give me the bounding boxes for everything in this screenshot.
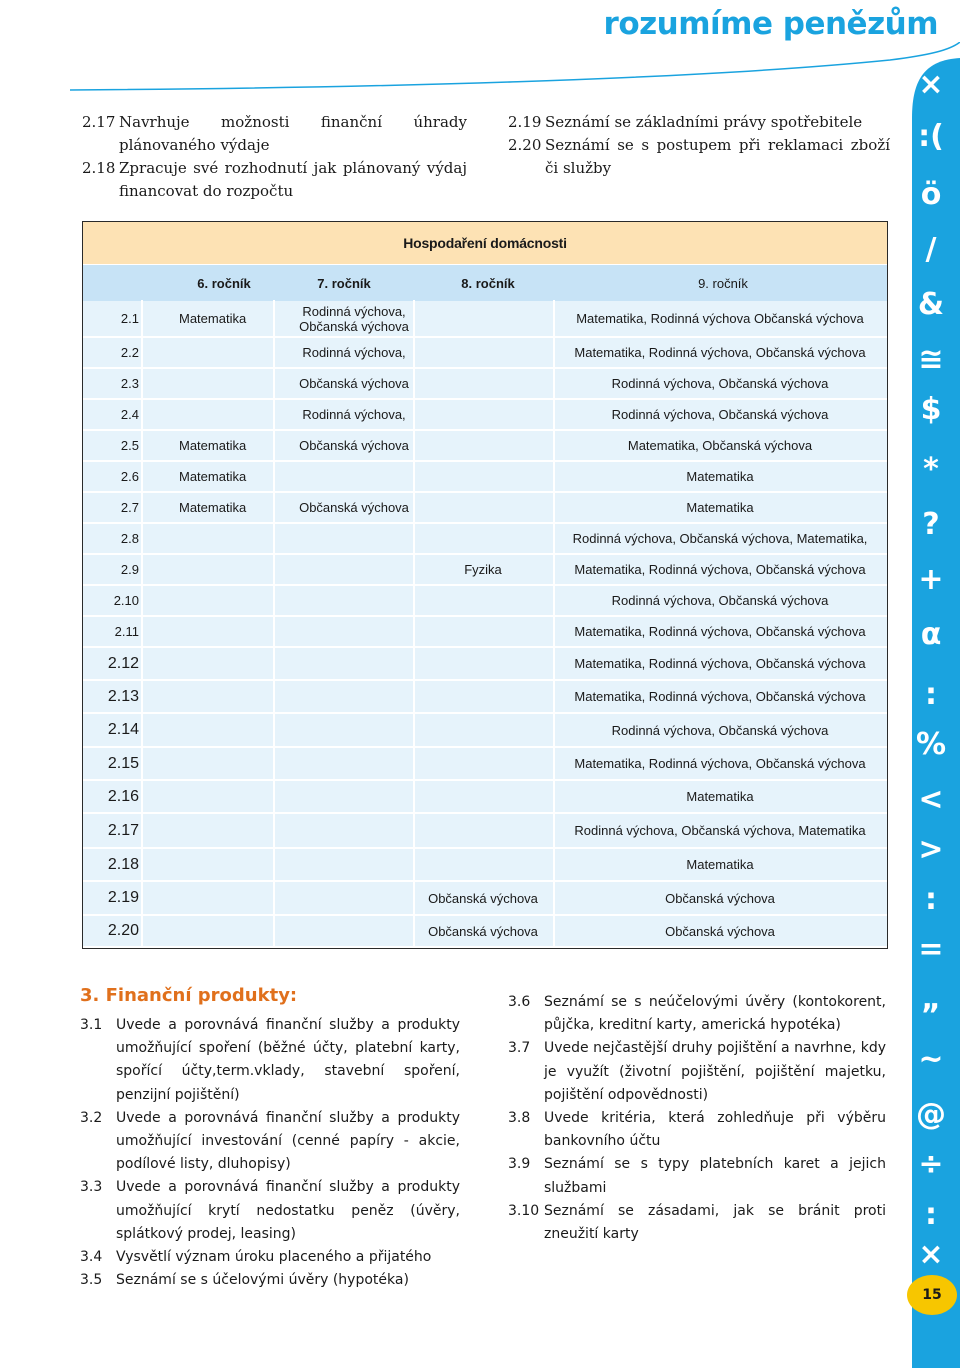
- strip-symbol: >: [918, 832, 944, 867]
- cell-grade-9: Matematika: [686, 469, 754, 484]
- row-number: 2.16: [107, 787, 139, 805]
- cell-grade-9: Rodinná výchova, Občanská výchova, Matematika: [574, 823, 866, 838]
- cell-grade-9: Matematika: [686, 500, 754, 515]
- cell-grade-9: Matematika, Rodinná výchova, Občanská výchova: [574, 689, 866, 704]
- strip-symbol: =: [918, 932, 944, 967]
- column-divider: [413, 300, 415, 948]
- list-item: [508, 1037, 886, 1107]
- cell-grade-8: Občanská výchova: [428, 923, 538, 939]
- list-item: [80, 1269, 460, 1292]
- list-item-text: Uvede a porovnává finanční služby a produkty umožňující investování (cenné papíry - akcie, podílové listy, dluhopisy): [116, 1109, 460, 1173]
- list-item-text: Uvede a porovnává finanční služby a produkty umožňující krytí nedostatku peněz (úvěry, splátkový prodej, leasing): [116, 1179, 460, 1242]
- cell-grade-9: Občanská výchova: [665, 923, 775, 939]
- cell-grade-9: Matematika, Občanská výchova: [627, 438, 813, 453]
- cell-grade-8: [403, 681, 563, 712]
- cell-grade-8: [403, 781, 563, 812]
- cell-grade-8: Fyzika: [464, 562, 502, 577]
- page-number: 15: [907, 1275, 957, 1315]
- cell-grade-8: [403, 369, 563, 398]
- strip-symbol: ×: [918, 67, 944, 102]
- list-item-text: Uvede kritéria, která zohledňuje při výběru bankovního účtu: [544, 1110, 886, 1150]
- column-divider: [141, 300, 143, 948]
- list-item: [508, 991, 886, 1037]
- list-item: [508, 111, 890, 134]
- table-row: [83, 524, 887, 555]
- cell-grade-7: Občanská výchova: [299, 376, 409, 391]
- row-number: 2.8: [120, 531, 139, 546]
- list-item-number: 3.3: [80, 1179, 103, 1196]
- list-item-text: Uvede a porovnává finanční služby a produkty umožňující spoření (běžné účty, platební karty, spořící účty,term.vklady, stavební spoření, penzijní pojištění): [116, 1017, 460, 1103]
- strip-symbol: :(: [918, 119, 944, 154]
- cell-grade-9: Rodinná výchova, Občanská výchova: [611, 593, 829, 608]
- list-item: [508, 1153, 886, 1199]
- cell-grade-9: Matematika: [686, 789, 754, 804]
- list-item: [80, 1014, 460, 1107]
- cell-grade-9: Matematika, Rodinná výchova, Občanská výchova: [574, 656, 866, 671]
- cell-grade-6: Matematika: [179, 469, 247, 484]
- strip-symbol: <: [918, 782, 944, 817]
- table-row: [83, 916, 887, 948]
- list-item: [508, 134, 890, 180]
- list-item-number: 3.7: [508, 1040, 531, 1057]
- list-item-text: Uvede nejčastější druhy pojištění a navrhne, kdy je využít (životní pojištění, pojištění majetku, pojištění odpovědnosti): [544, 1040, 886, 1103]
- strip-symbol: %: [915, 727, 947, 762]
- list-item-number: 2.17: [82, 113, 116, 131]
- row-number: 2.2: [120, 345, 139, 360]
- table-row: [83, 586, 887, 617]
- cell-grade-9: Rodinná výchova, Občanská výchova, Matematika,: [572, 531, 868, 546]
- strip-symbol: :: [925, 677, 937, 712]
- cell-grade-8: [403, 714, 563, 746]
- list-item-text: Seznámí se s postupem při reklamaci zboží či služby: [545, 136, 890, 177]
- table-row: [83, 617, 887, 648]
- table-row: [83, 462, 887, 493]
- strip-symbol: &: [917, 287, 945, 322]
- strip-symbol: @: [916, 1097, 946, 1132]
- table-row: [83, 781, 887, 814]
- strip-symbol: α: [920, 617, 942, 652]
- row-number: 2.15: [107, 754, 139, 772]
- list-item: [82, 157, 467, 203]
- strip-symbol: +: [918, 562, 944, 597]
- list-item-text: Zpracuje své rozhodnutí jak plánovaný výdaj financovat do rozpočtu: [119, 159, 467, 200]
- cell-grade-8: [403, 849, 563, 880]
- list-item-number: 3.8: [508, 1110, 531, 1127]
- cell-grade-6: Matematika: [179, 438, 247, 453]
- row-number: 2.20: [107, 922, 139, 939]
- table-header-row: [83, 265, 887, 301]
- table-row: [83, 400, 887, 431]
- table-row: [83, 648, 887, 681]
- strip-symbol: ?: [922, 507, 940, 542]
- list-item-number: 2.19: [508, 113, 542, 131]
- cell-grade-9: Občanská výchova: [665, 890, 775, 906]
- header-grade-7: 7. ročník: [317, 275, 371, 291]
- cell-grade-6: Matematika: [179, 311, 247, 326]
- list-item-text: Seznámí se zásadami, jak se bránit proti zneužití karty: [544, 1202, 886, 1243]
- cell-grade-8: [403, 586, 563, 615]
- row-number: 2.13: [107, 687, 139, 705]
- column-divider: [553, 300, 555, 948]
- row-number: 2.7: [120, 500, 139, 515]
- cell-grade-9: Rodinná výchova, Občanská výchova: [611, 722, 829, 738]
- table-row: [83, 431, 887, 462]
- table-row: [83, 338, 887, 369]
- objectives-list-top-left: [82, 111, 467, 203]
- curriculum-table: [82, 221, 888, 949]
- row-number: 2.11: [114, 624, 139, 639]
- list-item-number: 3.6: [508, 994, 531, 1010]
- cell-grade-8: [403, 648, 563, 679]
- list-item-text: Seznámí se s neúčelovými úvěry (kontokorent, půjčka, kreditní karty, americká hypotéka): [544, 994, 886, 1034]
- table-title: Hospodaření domácnosti: [83, 222, 887, 265]
- cell-grade-7: Rodinná výchova, Občanská výchova: [299, 303, 409, 334]
- strip-symbol: „: [921, 982, 941, 1017]
- cell-grade-8: [403, 524, 563, 553]
- table-row: [83, 714, 887, 748]
- list-item: [82, 111, 467, 157]
- list-item-number: 2.20: [508, 136, 542, 154]
- header-grade-8: 8. ročník: [461, 275, 515, 291]
- section-heading: 3. Finanční produkty:: [80, 985, 298, 1006]
- cell-grade-9: Matematika, Rodinná výchova, Občanská výchova: [574, 562, 866, 577]
- table-row: [83, 369, 887, 400]
- strip-symbol: ÷: [918, 1147, 944, 1182]
- row-number: 2.14: [107, 721, 139, 738]
- list-item: [80, 1107, 460, 1177]
- list-item-number: 2.18: [82, 159, 116, 177]
- brand-logo: rozumíme penězům: [603, 6, 938, 42]
- strip-symbol: ~: [918, 1042, 944, 1077]
- list-item-text: Seznámí se základními právy spotřebitele: [545, 113, 863, 131]
- strip-symbol: :: [925, 882, 937, 917]
- cell-grade-8: [403, 338, 563, 367]
- objectives-list-bottom-left: [80, 1014, 460, 1292]
- cell-grade-8: [403, 493, 563, 522]
- list-item-number: 3.9: [508, 1156, 531, 1173]
- list-item: [508, 1200, 886, 1246]
- strip-symbol: $: [920, 392, 942, 427]
- strip-symbol: /: [925, 232, 937, 267]
- row-number: 2.12: [107, 654, 139, 672]
- list-item-text: Vysvětlí význam úroku placeného a přijatého: [116, 1249, 432, 1266]
- strip-symbol: ö: [920, 177, 942, 212]
- cell-grade-9: Matematika, Rodinná výchova, Občanská výchova: [574, 624, 866, 639]
- table-row: [83, 681, 887, 714]
- cell-grade-8: [403, 400, 563, 429]
- objectives-list-top-right: [508, 111, 890, 180]
- table-body: [83, 301, 887, 948]
- list-item-number: 3.4: [80, 1249, 103, 1266]
- row-number: 2.1: [120, 311, 139, 326]
- header-swoosh: [70, 42, 960, 92]
- cell-grade-8: [403, 617, 563, 646]
- cell-grade-9: Rodinná výchova, Občanská výchova: [611, 407, 829, 422]
- cell-grade-8: [403, 814, 563, 847]
- strip-symbol: ≅: [918, 342, 944, 377]
- cell-grade-8: [403, 748, 563, 779]
- cell-grade-8: [403, 431, 563, 460]
- cell-grade-6: Matematika: [179, 500, 247, 515]
- cell-grade-9: Matematika, Rodinná výchova Občanská výchova: [576, 311, 864, 326]
- row-number: 2.18: [107, 855, 139, 873]
- table-row: [83, 748, 887, 781]
- row-number: 2.3: [120, 376, 139, 391]
- table-row: [83, 814, 887, 849]
- list-item: [80, 1176, 460, 1246]
- list-item-text: Seznámí se s typy platebních karet a jejich službami: [544, 1156, 886, 1196]
- list-item: [508, 1107, 886, 1153]
- cell-grade-7: Rodinná výchova,: [302, 345, 406, 360]
- strip-symbol: *: [923, 452, 939, 487]
- list-item-number: 3.2: [80, 1109, 103, 1126]
- table-row: [83, 849, 887, 882]
- row-number: 2.10: [113, 593, 139, 608]
- row-number: 2.4: [120, 407, 139, 422]
- row-number: 2.17: [107, 821, 139, 839]
- list-item-number: 3.1: [80, 1017, 103, 1033]
- list-item: [80, 1246, 460, 1269]
- list-item-text: Navrhuje možnosti finanční úhrady plánovaného výdaje: [119, 113, 467, 154]
- cell-grade-9: Matematika, Rodinná výchova, Občanská výchova: [574, 345, 866, 360]
- column-divider: [273, 300, 275, 948]
- list-item-number: 3.10: [508, 1202, 540, 1219]
- table-row: [83, 301, 887, 338]
- cell-grade-7: Rodinná výchova,: [302, 407, 406, 422]
- table-row: [83, 882, 887, 916]
- cell-grade-9: Rodinná výchova, Občanská výchova: [611, 376, 829, 391]
- row-number: 2.9: [120, 562, 139, 577]
- list-item-text: Seznámí se s účelovými úvěry (hypotéka): [116, 1272, 409, 1289]
- cell-grade-9: Matematika: [686, 857, 754, 872]
- header-grade-6: 6. ročník: [197, 275, 251, 291]
- cell-grade-8: Občanská výchova: [428, 890, 538, 906]
- header-grade-9: 9. ročník: [698, 275, 748, 291]
- cell-grade-8: [403, 301, 563, 336]
- cell-grade-7: Občanská výchova: [299, 500, 409, 515]
- cell-grade-9: Matematika, Rodinná výchova, Občanská výchova: [574, 756, 866, 771]
- list-item-number: 3.5: [80, 1272, 103, 1289]
- strip-symbol: ×: [918, 1237, 944, 1272]
- cell-grade-7: Občanská výchova: [299, 438, 409, 453]
- table-row: [83, 555, 887, 586]
- row-number: 2.19: [107, 889, 139, 906]
- row-number: 2.5: [120, 438, 139, 453]
- table-row: [83, 493, 887, 524]
- row-number: 2.6: [120, 469, 139, 484]
- strip-symbol: :: [925, 1197, 937, 1232]
- cell-grade-8: [403, 462, 563, 491]
- objectives-list-bottom-right: [508, 991, 886, 1246]
